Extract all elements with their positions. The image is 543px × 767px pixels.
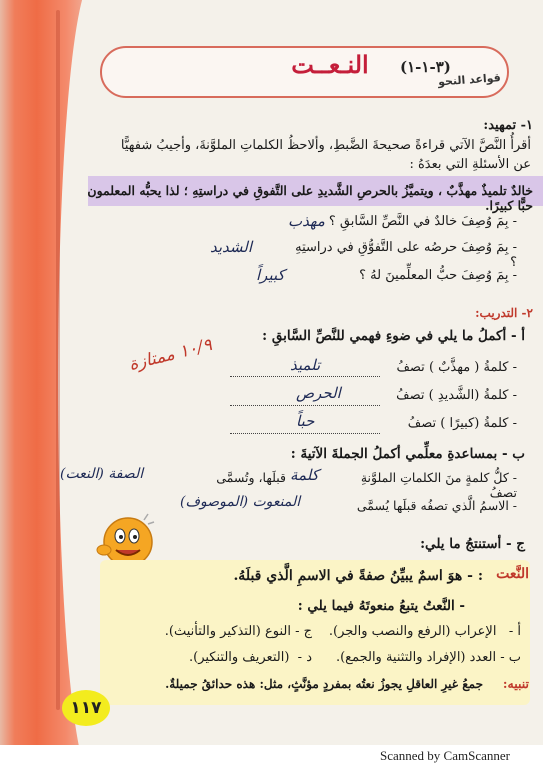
item-3-label: - كلمةُ (كبيرًا ) تصفُ: [407, 416, 517, 431]
answer-line-1: [230, 375, 380, 377]
answer-1: مهذب: [288, 212, 325, 230]
rule-label: النَّعت: [496, 566, 529, 582]
b-line1-answer2: الصفة (النعت): [60, 466, 144, 482]
passage-text: خالدٌ تلميذٌ مهذَّبٌ ، ويتميَّزُ بالحرصِ الشَّديدِ على التَّفوقِ في دراستِهِ ؛ لذا يحبُّه المعلمون حبًّا كبيرًا.: [87, 183, 533, 213]
b-line2-prefix: - الاسمُ الَّذي تصفُه قبلَها يُسمَّى: [356, 498, 517, 513]
part-a-title: أ - أكملُ ما يلي في ضوءِ فهمي للنَّصِّ السَّابقِ :: [262, 328, 525, 344]
part-b-title: ب - بمساعدةِ معلِّمي أكملُ الجملةَ الآتيةَ :: [290, 446, 525, 462]
b-line1-answer: كلمة: [290, 466, 319, 484]
rule-item-c: ج - النوع (التذكير والتأنيث).: [164, 624, 312, 639]
item-2-label: - كلمةُ (الشَّديدِ ) تصفُ: [396, 388, 517, 403]
b-line2-answer: المنعوت (الموصوف): [180, 494, 301, 510]
answer-line-2: [230, 404, 380, 406]
intro-text: أقرأُ النَّصَّ الآتي قراءةً صحيحةَ الضَّبطِ، وألاحظُ الكلماتِ الملوَّنةَ، وأجيبُ شفهيًّا عن الأسئلةِ التي بعدَهُ :: [120, 138, 531, 172]
note-text: جمعُ غيرِ العاقلِ يجوزُ نعتُه بمفردٍ مؤنَّثٍ، مثل: هذه حدائقُ جميلةٌ.: [165, 677, 483, 691]
footer-watermark: Scanned by CamScanner: [380, 748, 510, 763]
rule-definition: : - هوَ اسمٌ يبيِّنُ صفةً في الاسمِ الَّذي قبلَهُ.: [233, 568, 483, 584]
page-title: النـعــت: [291, 50, 369, 79]
teacher-grade: ١٠/٩ ممتازة: [126, 335, 215, 375]
rule-item-a: أ - الإعراب (الرفع والنصب والجر).: [328, 624, 521, 639]
question-3: - بِمَ وُصِفَ حبُّ المعلِّمينَ لهُ ؟: [359, 268, 517, 283]
question-1: - بِمَ وُصِفَ خالدٌ في النَّصِّ السَّابقِ ؟: [328, 214, 517, 229]
answer-3: كبيراً: [256, 266, 285, 284]
answer-2: الشديد: [210, 238, 253, 256]
intro-label: ١- تمهيد:: [483, 118, 533, 133]
answer-line-3: [230, 432, 380, 434]
rule-item-d: د - (التعريف والتنكير).: [189, 650, 312, 665]
item-2-answer: الحرص: [296, 384, 341, 402]
part-c-title: ج - أستنتجُ ما يلي:: [420, 536, 525, 552]
b-line1-mid: قبلَها، وتُسمَّى: [216, 470, 286, 485]
page-number: ١١٧: [62, 690, 110, 726]
section-label: قواعد النحو: [437, 71, 502, 89]
rule-item-b: ب - العدد (الإفراد والتثنية والجمع).: [335, 650, 521, 665]
item-1-label: - كلمةُ ( مهذَّبٌ ) تصفُ: [396, 360, 517, 375]
item-3-answer: حباً: [296, 412, 315, 430]
question-2: - بِمَ وُصِفَ حرصُه على التَّفوُّقِ في دراستِهِ ؟: [295, 240, 517, 270]
b-line1-prefix: - كلُّ كلمةٍ منَ الكلماتِ الملوَّنةِ تصفُ: [360, 470, 517, 500]
rule-follows: - النَّعتُ يتبعُ منعوتَهُ فيما يلي :: [297, 598, 465, 614]
training-label: ٢- التدريب:: [475, 306, 533, 320]
item-1-answer: تلميذ: [290, 356, 321, 374]
lesson-code: (٣-١-١): [400, 58, 451, 76]
note-label: تنبيه:: [502, 676, 529, 691]
binder-edge: [56, 10, 60, 710]
